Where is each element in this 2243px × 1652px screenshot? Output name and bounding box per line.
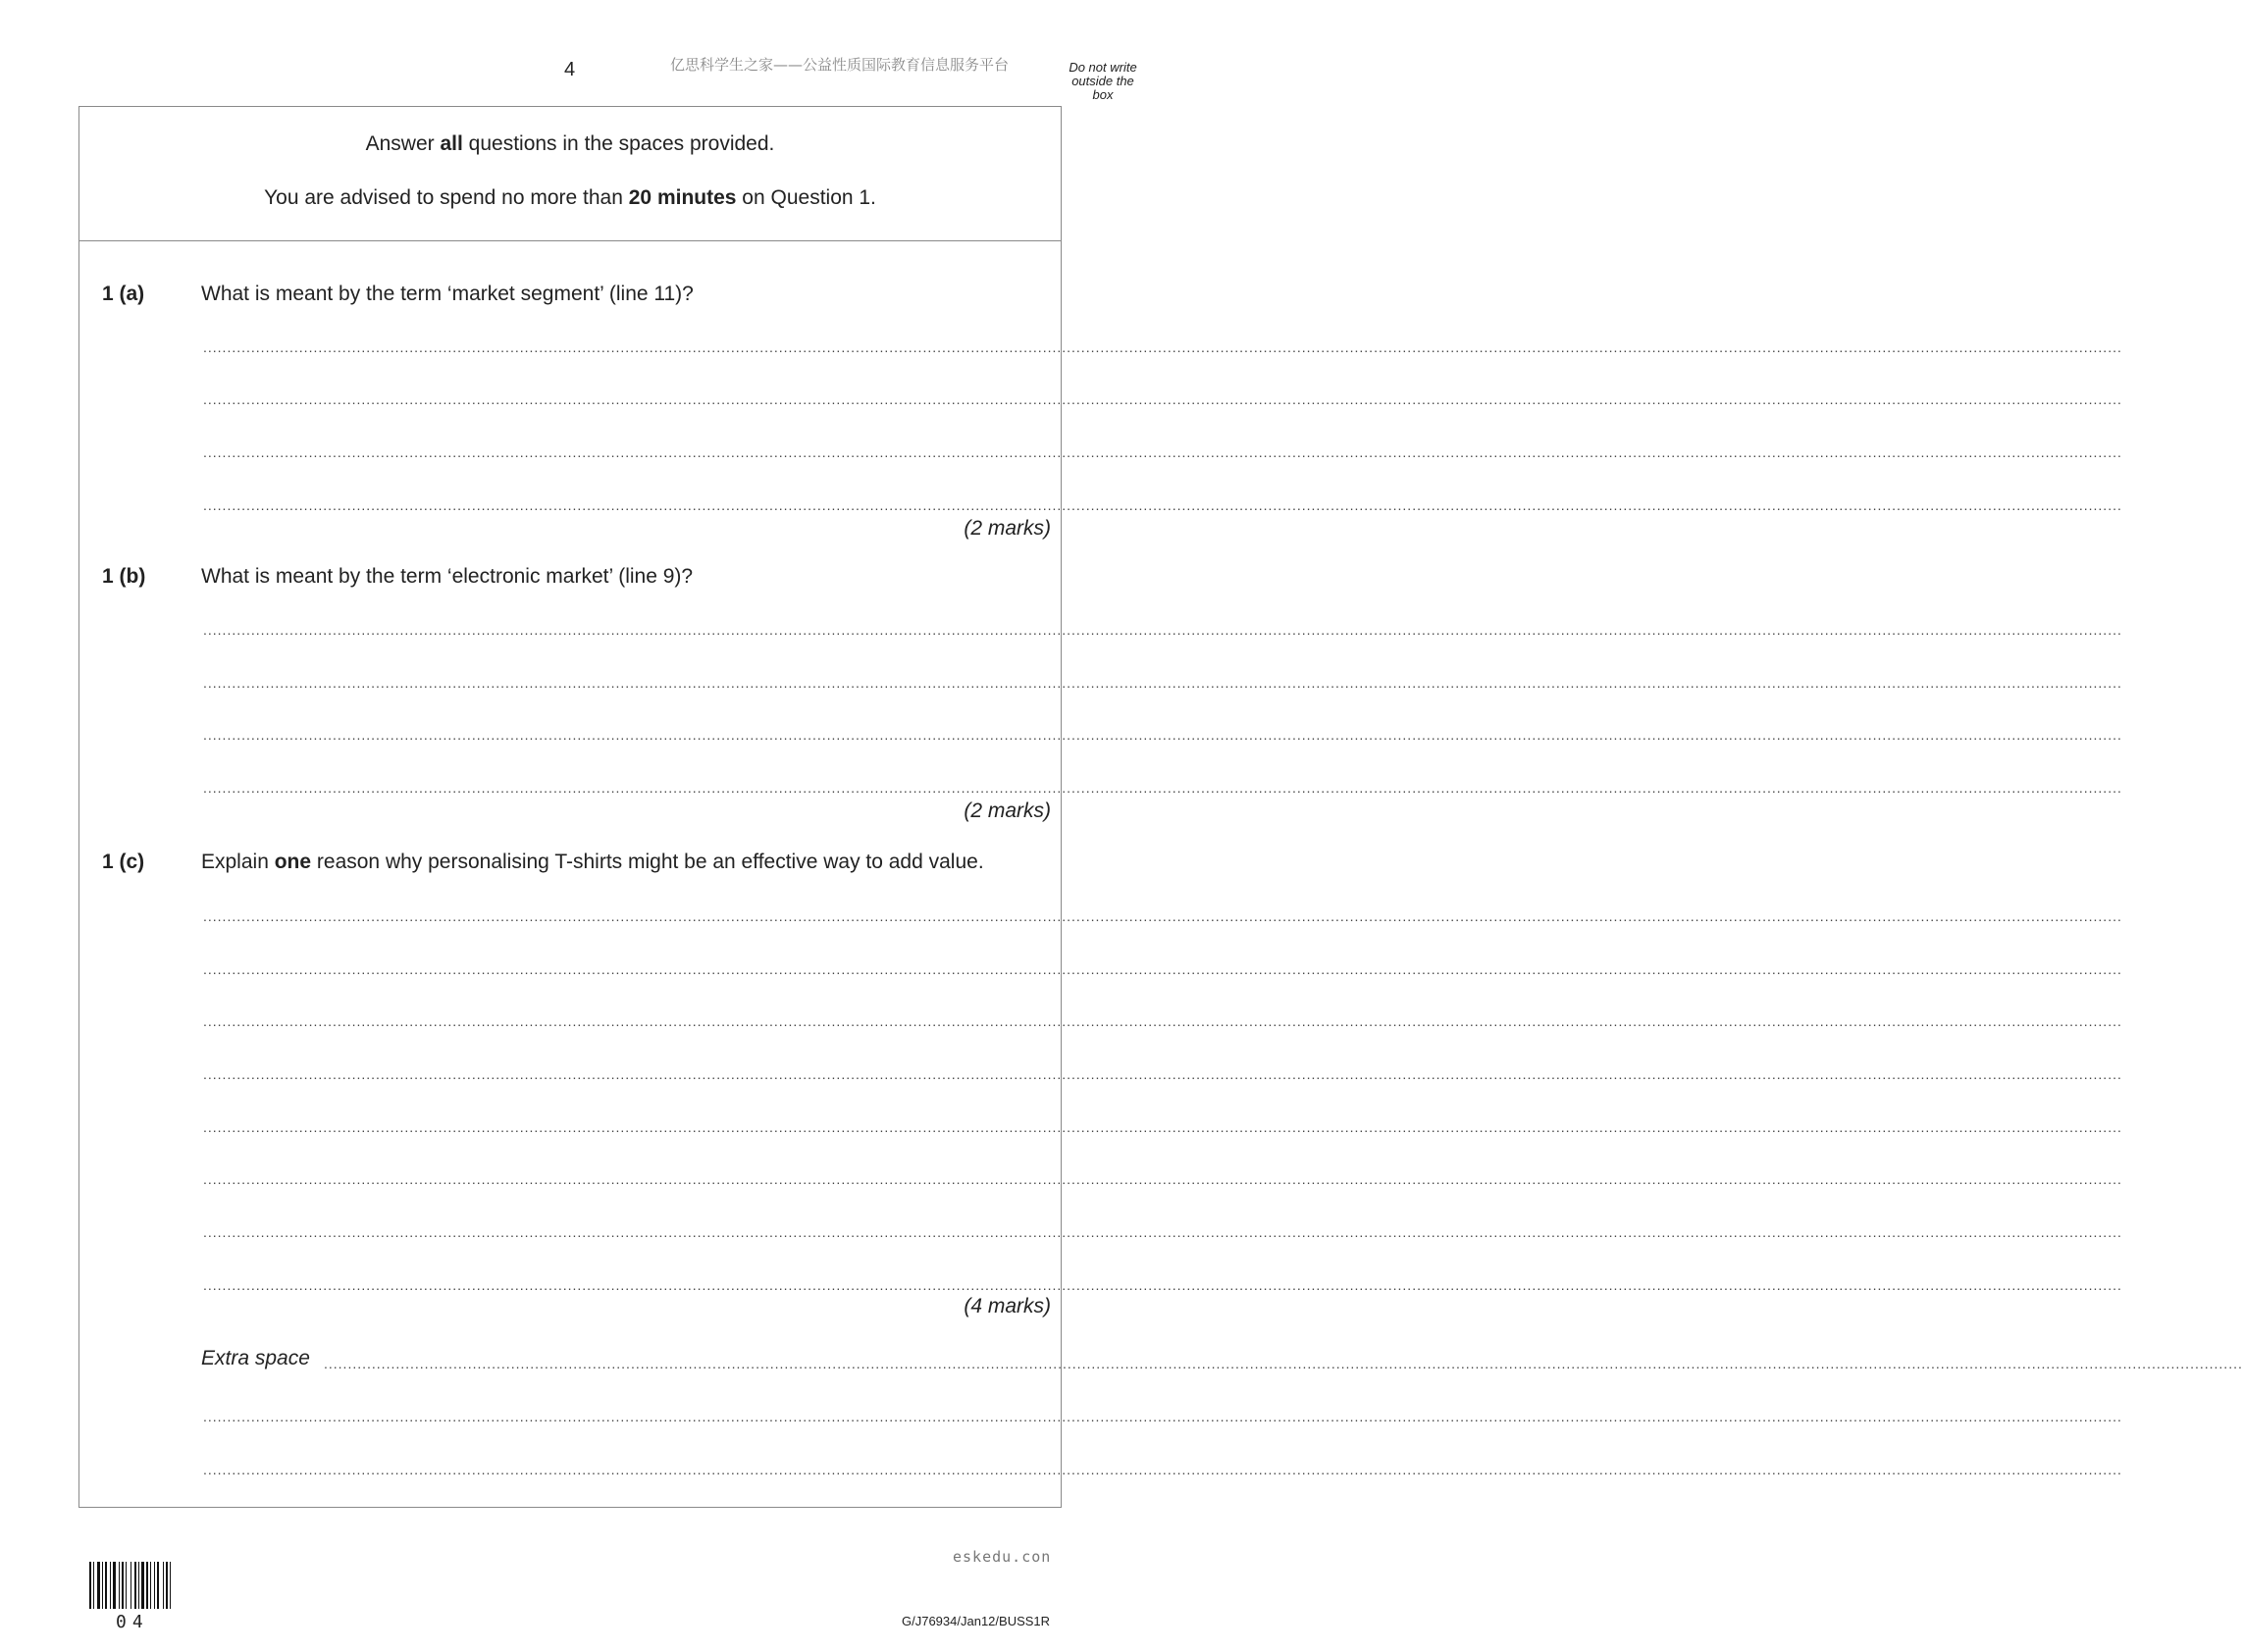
marks-1b: (2 marks) [964,800,1051,822]
answer-line[interactable]: ................................................................................................................................................................................................................................................................................................................................................................................................................ [203,675,2122,691]
instructions-divider [78,240,1062,241]
answer-line[interactable]: ................................................................................................................................................................................................................................................................................................................................................................................................................ [324,1356,2243,1371]
answer-line[interactable]: ................................................................................................................................................................................................................................................................................................................................................................................................................ [203,444,2122,460]
answer-line[interactable]: ................................................................................................................................................................................................................................................................................................................................................................................................................ [203,1171,2122,1187]
extra-space-label: Extra space [201,1347,310,1369]
marks-1a: (2 marks) [964,517,1051,540]
answer-line[interactable]: ................................................................................................................................................................................................................................................................................................................................................................................................................ [203,1224,2122,1240]
question-number-1c: 1 (c) [102,851,145,873]
answer-line[interactable]: ................................................................................................................................................................................................................................................................................................................................................................................................................ [203,961,2122,977]
margin-note-line: Do not write [1069,60,1137,75]
answer-line[interactable]: ................................................................................................................................................................................................................................................................................................................................................................................................................ [203,908,2122,924]
site-watermark: eskedu.con [953,1548,1052,1566]
answer-line[interactable]: ................................................................................................................................................................................................................................................................................................................................................................................................................ [203,1462,2122,1477]
marks-1c: (4 marks) [964,1295,1051,1317]
answer-line[interactable]: ................................................................................................................................................................................................................................................................................................................................................................................................................ [203,780,2122,796]
answer-line[interactable]: ................................................................................................................................................................................................................................................................................................................................................................................................................ [203,497,2122,513]
barcode-number: 04 [116,1612,149,1632]
answer-line[interactable]: ................................................................................................................................................................................................................................................................................................................................................................................................................ [203,1409,2122,1424]
question-text-1b: What is meant by the term ‘electronic market’ (line 9)? [201,565,694,588]
page-number: 4 [564,59,576,80]
answer-line[interactable]: ................................................................................................................................................................................................................................................................................................................................................................................................................ [203,1119,2122,1135]
question-number-1a: 1 (a) [102,283,145,305]
instruction-time-advice: You are advised to spend no more than 20 minutes on Question 1. [264,186,876,209]
instruction-answer-all: Answer all questions in the spaces provided. [365,132,775,155]
question-number-1b: 1 (b) [102,565,146,588]
watermark-text: 亿思科学生之家——公益性质国际教育信息服务平台 [670,56,1010,74]
question-text-1c: Explain one reason why personalising T-shirts might be an effective way to add value. [201,851,984,873]
margin-note-line: outside the [1071,74,1134,88]
question-text-1a: What is meant by the term ‘market segment’ (line 11)? [201,283,694,305]
answer-line[interactable]: ................................................................................................................................................................................................................................................................................................................................................................................................................ [203,622,2122,638]
answer-line[interactable]: ................................................................................................................................................................................................................................................................................................................................................................................................................ [203,339,2122,355]
margin-note-line: box [1092,87,1114,102]
answer-box-frame [78,106,2243,1508]
answer-line[interactable]: ................................................................................................................................................................................................................................................................................................................................................................................................................ [203,727,2122,743]
answer-line[interactable]: ................................................................................................................................................................................................................................................................................................................................................................................................................ [203,1277,2122,1293]
answer-line[interactable]: ................................................................................................................................................................................................................................................................................................................................................................................................................ [203,1066,2122,1082]
barcode [89,1562,195,1609]
answer-line[interactable]: ................................................................................................................................................................................................................................................................................................................................................................................................................ [203,391,2122,407]
answer-line[interactable]: ................................................................................................................................................................................................................................................................................................................................................................................................................ [203,1013,2122,1029]
paper-code: G/J76934/Jan12/BUSS1R [902,1614,1051,1628]
margin-note [1064,61,1142,102]
